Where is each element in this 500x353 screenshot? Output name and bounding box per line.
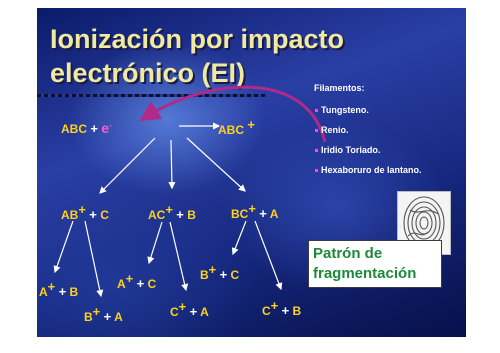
filaments-title: Filamentos: — [314, 83, 365, 93]
fragment-plus: + — [89, 207, 97, 222]
fragment-c-b — [262, 298, 301, 318]
fragment-ion: A — [117, 277, 126, 291]
ion-charge: + — [78, 202, 86, 217]
electron-label: e — [101, 120, 110, 136]
product-charge: + — [247, 117, 255, 132]
product-label: ABC — [218, 123, 244, 137]
fragment-ion: BC — [231, 207, 249, 221]
filament-label: Iridio Toriado. — [321, 145, 381, 155]
ion-charge: + — [248, 201, 256, 216]
square-bullet-icon — [315, 169, 318, 172]
fragment-ion: AB — [61, 208, 79, 222]
fragment-plus: + — [219, 267, 228, 282]
bc-to-b-arrow — [233, 221, 246, 254]
reaction-reactants — [61, 120, 112, 136]
filament-item — [315, 145, 380, 155]
square-bullet-icon — [315, 129, 318, 132]
neutral-fragment: B — [292, 304, 302, 318]
neutral-fragment: C — [147, 277, 157, 291]
fragment-c-a — [170, 299, 209, 319]
neutral-fragment: A — [200, 305, 209, 319]
ion-charge: + — [47, 279, 56, 294]
neutral-fragment: A — [114, 310, 123, 324]
fragment-ion: B — [200, 268, 209, 282]
fragment-bc — [231, 201, 278, 221]
fragment-ion: C — [170, 305, 179, 319]
square-bullet-icon — [315, 109, 318, 112]
fragment-a-c — [117, 271, 156, 291]
ac-to-a-arrow — [149, 222, 162, 263]
fragment-plus: + — [189, 304, 198, 319]
ion-charge: + — [208, 262, 217, 277]
branch-arrow-ac — [171, 140, 172, 188]
fragmentation-pattern-box — [308, 240, 442, 288]
ion-charge: + — [270, 298, 279, 313]
branch-arrow-bc — [187, 138, 245, 191]
ion-charge: + — [165, 202, 173, 217]
ion-charge: + — [125, 271, 134, 286]
square-bullet-icon — [315, 149, 318, 152]
filament-label: Hexaboruro de lantano. — [321, 165, 422, 175]
fragment-plus: + — [281, 303, 290, 318]
fragment-ion: C — [262, 304, 271, 318]
branch-arrow-ab — [100, 138, 155, 193]
neutral-fragment: C — [100, 208, 109, 222]
ab-to-b-arrow — [85, 221, 101, 296]
reactant-plus: + — [90, 121, 98, 136]
pattern-label-line1: Patrón de — [313, 245, 383, 262]
fragment-b-a — [84, 304, 123, 324]
molecular-ion — [218, 117, 255, 137]
electron-charge: - — [109, 121, 112, 130]
ion-charge: + — [178, 299, 187, 314]
fragment-plus: + — [176, 207, 184, 222]
fragment-plus: + — [136, 276, 145, 291]
filament-label: Tungsteno. — [321, 105, 369, 115]
slide-title-line1: Ionización por impacto — [50, 24, 345, 54]
ion-charge: + — [92, 304, 101, 319]
neutral-fragment: B — [187, 208, 196, 222]
neutral-fragment: B — [69, 285, 79, 299]
fragment-ion: AC — [148, 208, 166, 222]
bc-to-c-arrow — [255, 221, 281, 289]
fragment-a-b — [39, 279, 78, 299]
slide — [37, 8, 466, 337]
fragment-plus: + — [259, 206, 267, 221]
pattern-label-line2: fragmentación — [313, 265, 417, 282]
fragment-plus: + — [58, 284, 67, 299]
fragment-ab — [61, 202, 109, 222]
fragment-ac — [148, 202, 196, 222]
fragment-ion: A — [39, 285, 48, 299]
fragment-ion: B — [84, 310, 93, 324]
filament-label: Renio. — [321, 125, 349, 135]
fragment-plus: + — [103, 309, 112, 324]
filament-item — [315, 125, 349, 135]
filament-item — [315, 165, 422, 175]
ab-to-a-arrow — [55, 221, 73, 272]
reactant-label: ABC — [61, 122, 87, 136]
neutral-fragment: C — [230, 268, 240, 282]
ac-to-c-arrow — [170, 222, 186, 290]
fragment-b-c — [200, 262, 239, 282]
filament-item — [315, 105, 369, 115]
neutral-fragment: A — [269, 207, 279, 221]
slide-title-line2: electrónico (EI) — [50, 58, 246, 88]
